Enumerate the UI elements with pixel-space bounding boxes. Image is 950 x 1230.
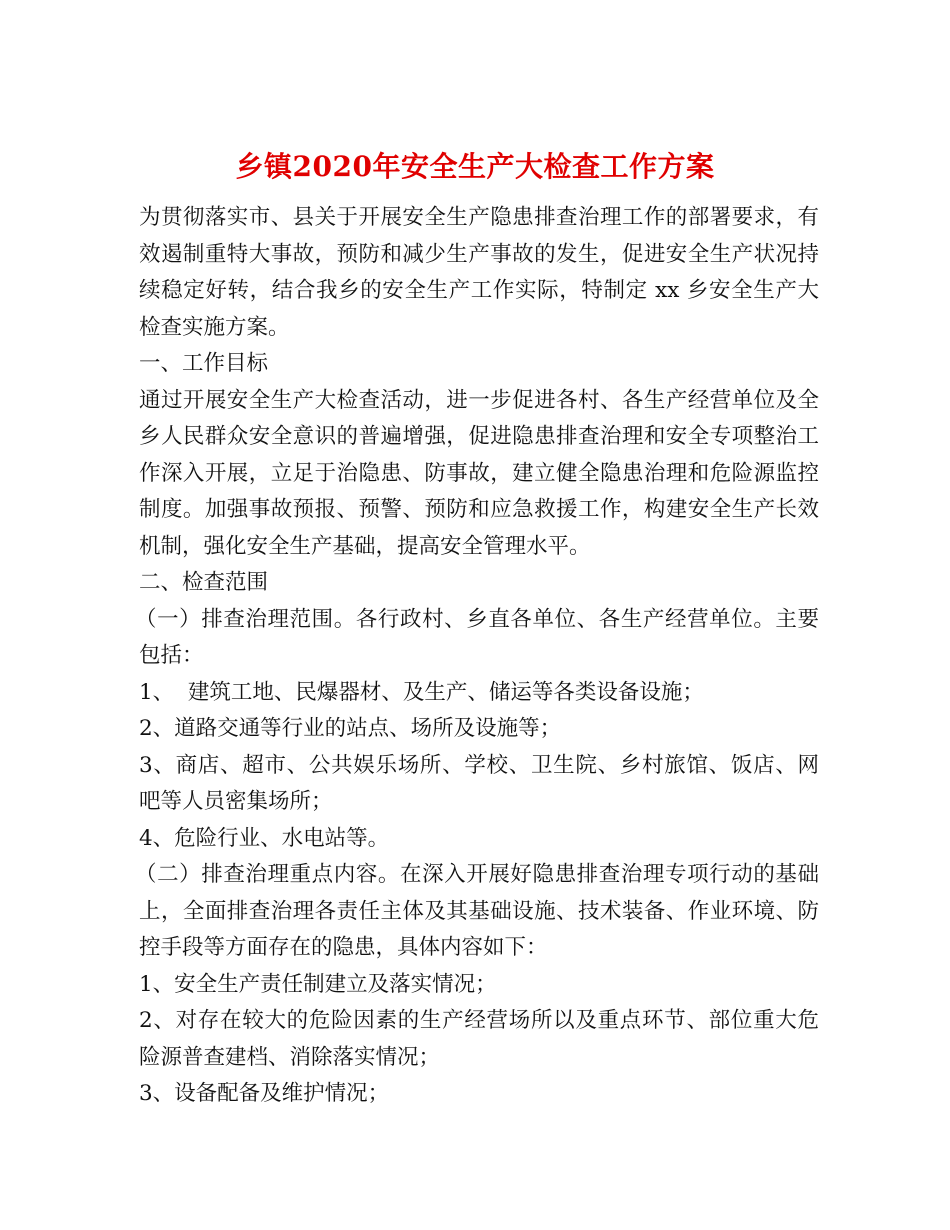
scope-list-item-2: 2、道路交通等行业的站点、场所及设施等； <box>139 716 562 741</box>
content-list-item-3: 3、设备配备及维护情况； <box>139 1081 390 1106</box>
section-heading-scope: 二、检查范围 <box>139 570 269 595</box>
scope-list-item-4: 4、危险行业、水电站等。 <box>139 825 390 851</box>
section-heading-goals: 一、工作目标 <box>139 351 269 376</box>
document-title: 乡镇2020年安全生产大检查工作方案 <box>235 149 715 183</box>
content-list-item-2: 2、对存在较大的危险因素的生产经营场所以及重点环节、部位重大危险源普查建档、消除落实情况； <box>139 1008 819 1070</box>
scope-subsection-2: （二）排查治理重点内容。在深入开展好隐患排查治理专项行动的基础上，全面排查治理各责任主体及其基础设施、技术装备、作业环境、防控手段等方面存在的隐患，具体内容如下： <box>135 862 819 960</box>
scope-list-item-1: 1、 建筑工地、民爆器材、及生产、储运等各类设备设施； <box>139 679 704 705</box>
scope-subsection-1: （一）排查治理范围。各行政村、乡直各单位、各生产经营单位。主要包括： <box>135 606 819 668</box>
intro-paragraph: 为贯彻落实市、县关于开展安全生产隐患排查治理工作的部署要求，有效遏制重特大事故，预防和减少生产事故的发生，促进安全生产状况持续稳定好转，结合我乡的安全生产工作实际，特制定 xx 乡安全生产大检查实施方案。 <box>139 205 819 340</box>
document-body <box>135 200 819 1113</box>
goals-paragraph: 通过开展安全生产大检查活动，进一步促进各村、各生产经营单位及全乡人民群众安全意识的普遍增强，促进隐患排查治理和安全专项整治工作深入开展，立足于治隐患、防事故，建立健全隐患治理和危险源监控制度。加强事故预报、预警、预防和应急救援工作，构建安全生产长效机制，强化安全生产基础，提高安全管理水平。 <box>139 387 819 559</box>
scope-list-item-3: 3、商店、超市、公共娱乐场所、学校、卫生院、乡村旅馆、饭店、网吧等人员密集场所； <box>139 752 819 814</box>
content-list-item-1: 1、安全生产责任制建立及落实情况； <box>139 971 497 997</box>
